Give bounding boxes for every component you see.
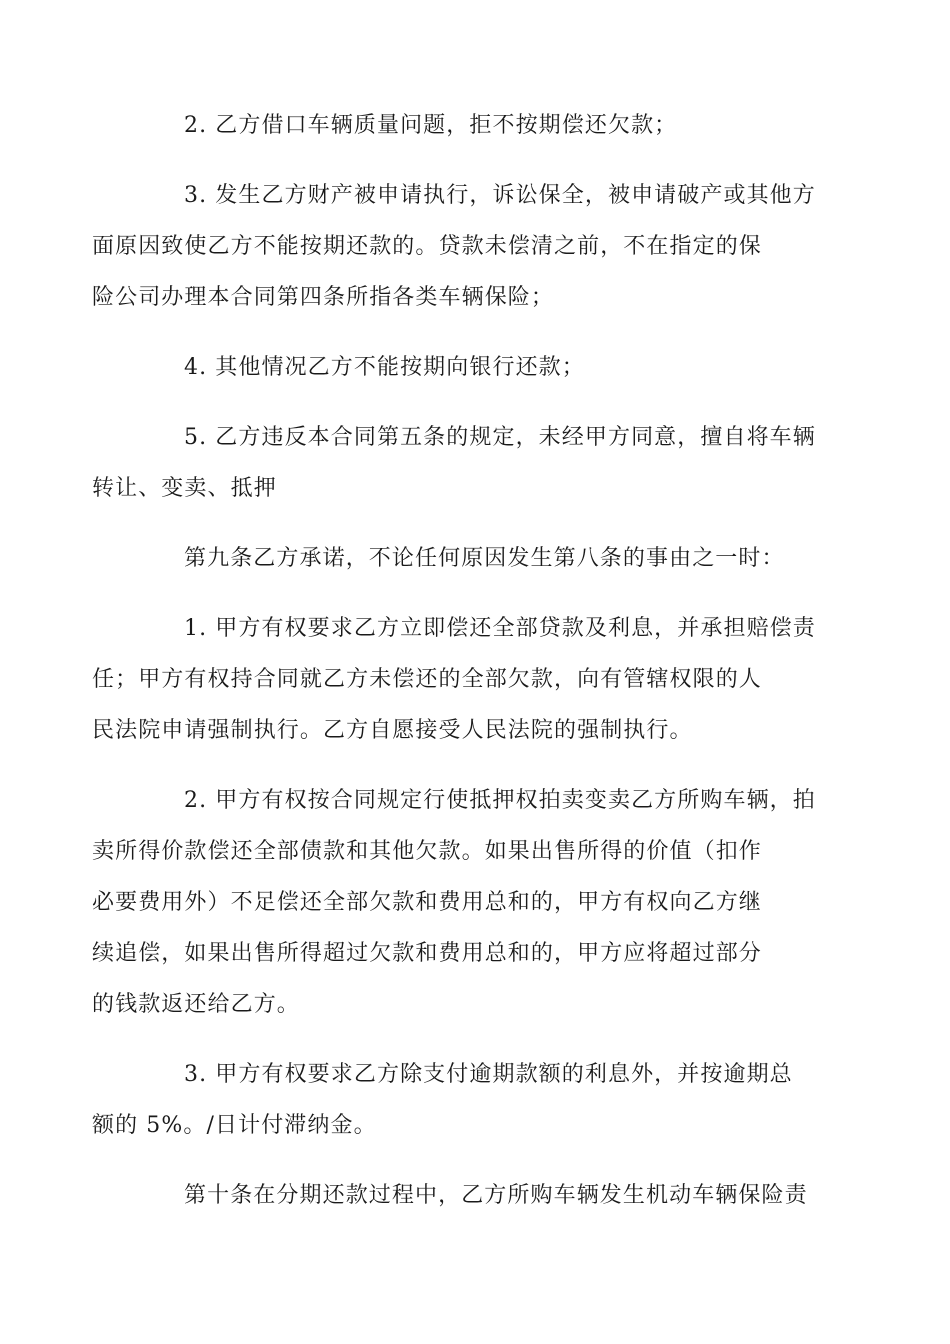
text-line: 任；甲方有权持合同就乙方未偿还的全部欠款，向有管辖权限的人 xyxy=(92,667,762,692)
paragraph-item-5 xyxy=(92,412,830,514)
paragraph-article-9-item-2 xyxy=(92,775,830,1030)
paragraph-item-2 xyxy=(138,100,830,151)
paragraph-article-9-item-3 xyxy=(92,1049,830,1151)
paragraph-item-4 xyxy=(138,342,830,393)
text-line: 3. 发生乙方财产被申请执行，诉讼保全，被申请破产或其他方 xyxy=(184,183,816,208)
text-line: 转让、变卖、抵押 xyxy=(92,476,277,501)
text-line: 2. 甲方有权按合同规定行使抵押权拍卖变卖乙方所购车辆，拍 xyxy=(184,788,816,813)
text-line: 3. 甲方有权要求乙方除支付逾期款额的利息外，并按逾期总 xyxy=(184,1062,793,1087)
text-line: 2. 乙方借口车辆质量问题，拒不按期偿还欠款； xyxy=(184,113,678,138)
paragraph-article-9-item-1 xyxy=(92,603,830,756)
text-line: 的钱款返还给乙方。 xyxy=(92,992,300,1017)
text-line: 面原因致使乙方不能按期还款的。贷款未偿清之前，不在指定的保 xyxy=(92,234,762,259)
text-line: 必要费用外）不足偿还全部欠款和费用总和的，甲方有权向乙方继 xyxy=(92,890,762,915)
paragraph-item-3 xyxy=(92,170,830,323)
paragraph-article-9 xyxy=(138,533,830,584)
paragraph-article-10 xyxy=(138,1170,830,1221)
text-line: 续追偿，如果出售所得超过欠款和费用总和的，甲方应将超过部分 xyxy=(92,941,762,966)
text-line: 5. 乙方违反本合同第五条的规定，未经甲方同意，擅自将车辆 xyxy=(184,425,816,450)
text-line: 第九条乙方承诺，不论任何原因发生第八条的事由之一时： xyxy=(184,546,785,571)
text-line: 卖所得价款偿还全部债款和其他欠款。如果出售所得的价值（扣作 xyxy=(92,839,762,864)
text-line: 额的 5%。/日计付滞纳金。 xyxy=(92,1113,377,1138)
text-line: 险公司办理本合同第四条所指各类车辆保险； xyxy=(92,285,555,310)
text-line: 1. 甲方有权要求乙方立即偿还全部贷款及利息，并承担赔偿责 xyxy=(184,616,816,641)
text-line: 第十条在分期还款过程中，乙方所购车辆发生机动车辆保险责 xyxy=(184,1183,808,1208)
text-line: 4. 其他情况乙方不能按期向银行还款； xyxy=(184,355,585,380)
text-line: 民法院申请强制执行。乙方自愿接受人民法院的强制执行。 xyxy=(92,718,693,743)
